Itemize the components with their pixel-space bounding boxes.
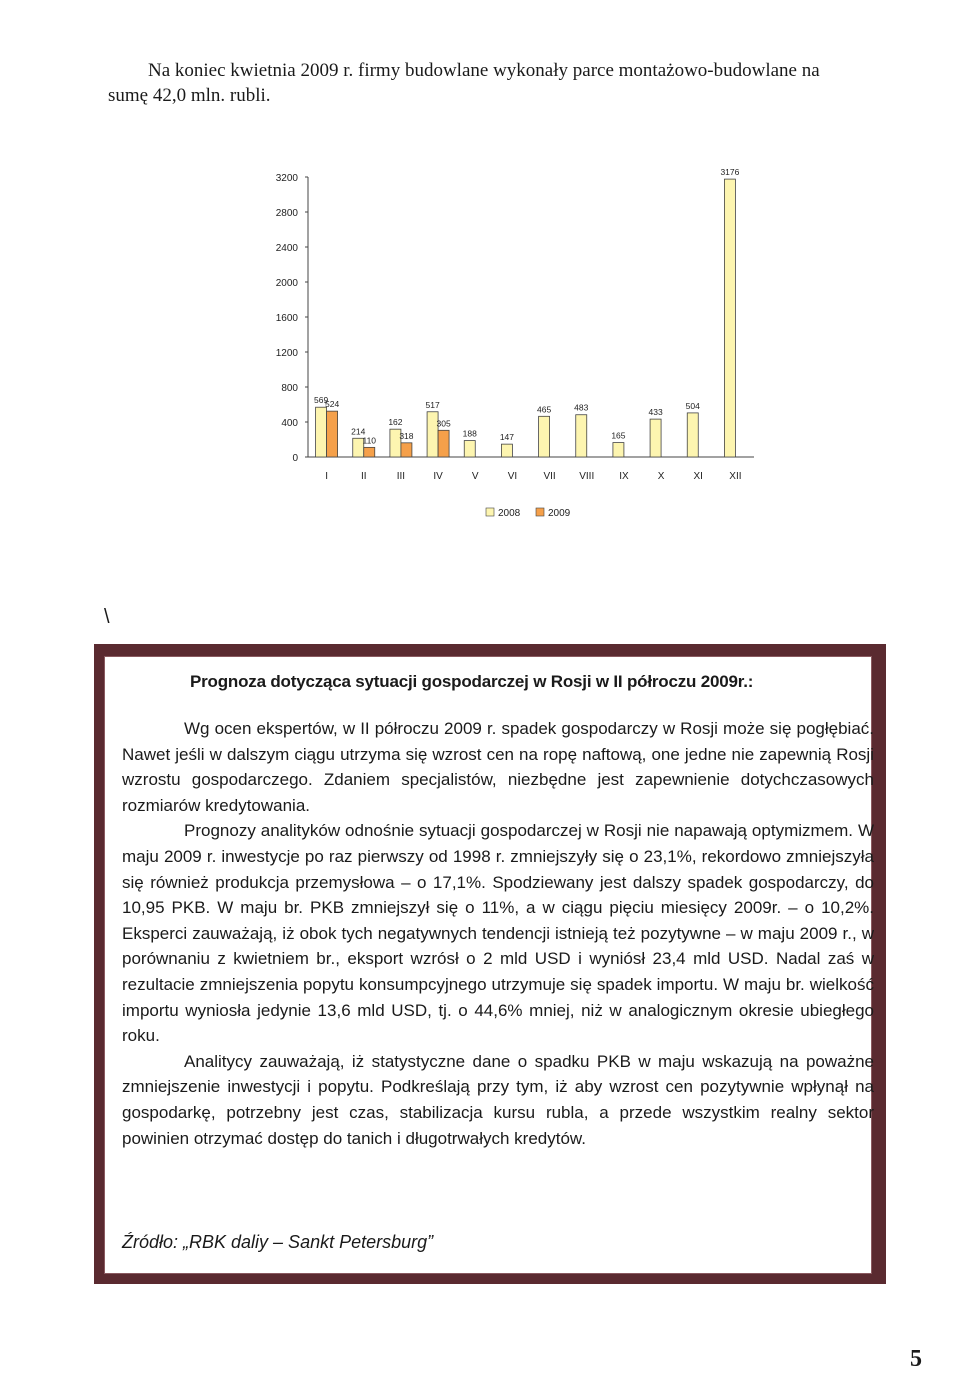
x-tick-label: IX — [619, 471, 629, 482]
y-tick-label: 2800 — [275, 208, 298, 219]
data-label: 318 — [399, 430, 414, 441]
data-label: 465 — [536, 404, 552, 415]
data-label: 483 — [574, 402, 589, 413]
x-tick-label: IV — [433, 471, 443, 482]
paragraph-2: Prognozy analityków odnośnie sytuacji gospodarczej w Rosji nie napawają optymizmem. W maju 2009 r. inwestycje po raz pierwszy od 1998 r. zmniejszyły się o 23,1%, rekordowo zmniejszyła się również produkcja przemysłowa – o 17,1%. Spodziewany jest dalszy spadek gospodarczy, do 10,95 PKB. W maju br. PKB zmniejszył się o 11%, a w ciągu pięciu miesięcy 2009r. – o 10,2%. Eksperci zauważają, iż obok tych negatywnych tendencji istnieją też pozytywne – w maju 2009 r., w porównaniu z kwietniem br., eksport wzrósł o 2 mld USD i wyniósł 23,4 mld USD. Nadal zaś w rezultacie zmniejszenia popytu konsumpcyjnego utrzymuje się spadek importu. W maju br. wielkość importu wyniosła jedynie 13,6 mld USD, tj. o 44,6% mniej, niż w analogicznym okresie ubiegłego roku. — [122, 821, 874, 1046]
data-label: 162 — [388, 417, 403, 428]
y-tick-label: 800 — [281, 383, 298, 394]
forecast-title: Prognoza dotycząca sytuacji gospodarczej w Rosji w II półroczu 2009r.: — [190, 672, 754, 691]
bar-2008-V — [464, 441, 475, 457]
x-tick-label: XI — [693, 471, 703, 482]
y-tick-label: 3200 — [275, 173, 298, 184]
forecast-text — [122, 716, 874, 1151]
x-tick-label: I — [325, 471, 328, 482]
x-tick-label: II — [360, 471, 367, 482]
data-label: 504 — [685, 400, 700, 411]
x-tick-label: VI — [507, 471, 518, 482]
bar-2008-VIII — [576, 415, 587, 457]
x-tick-label: VII — [543, 471, 556, 482]
y-tick-label: 1600 — [275, 313, 298, 324]
x-tick-label: III — [396, 471, 406, 482]
data-label: 188 — [462, 428, 477, 439]
source-note: Źródło: „RBK daliy – Sankt Petersburg” — [122, 1232, 434, 1252]
data-label: 110 — [362, 435, 377, 446]
x-tick-label: V — [471, 471, 479, 482]
data-label: 214 — [351, 426, 366, 437]
data-label: 165 — [611, 430, 626, 441]
bar-2008-X — [650, 419, 661, 457]
page-number: 5 — [910, 1346, 922, 1372]
bar-2008-IX — [613, 443, 624, 457]
bar-2009-I — [327, 411, 338, 457]
bar-2008-XI — [687, 413, 698, 457]
data-label: 433 — [648, 407, 663, 418]
bar-2008-XII — [724, 179, 735, 457]
bar-2009-IV — [438, 430, 449, 457]
x-tick-label: X — [657, 471, 665, 482]
bar-2008-VI — [501, 444, 512, 457]
data-label: 569 — [313, 395, 329, 406]
bar-2009-II — [364, 447, 375, 457]
legend-label-2009: 2009 — [548, 508, 571, 519]
x-tick-label: VIII — [579, 471, 595, 482]
legend-swatch-2009 — [536, 508, 544, 516]
stray-backslash: \ — [104, 606, 110, 628]
intro-paragraph — [108, 58, 870, 108]
bar-2008-I — [316, 407, 327, 457]
x-tick-label: XII — [729, 471, 742, 482]
intro-line-1: Na koniec kwietnia 2009 r. firmy budowlane wykonały parce montażowo-budowlane na — [148, 60, 820, 81]
monthly-bar-chart — [262, 152, 762, 532]
data-label: 3176 — [720, 167, 740, 178]
intro-line-2: sumę 42,0 mln. rubli. — [108, 85, 271, 106]
y-tick-label: 400 — [281, 418, 298, 429]
legend-swatch-2008 — [486, 508, 494, 516]
data-label: 147 — [499, 432, 515, 443]
y-tick-label: 2400 — [275, 243, 298, 254]
paragraph-1: Wg ocen ekspertów, w II półroczu 2009 r. spadek gospodarczy w Rosji może się pogłębiać. Nawet jeśli w dalszym ciągu utrzyma się wzrost cen na ropę naftową, one jedne nie zapewnią Rosji wzrostu gospodarczego. Zdaniem specjalistów, niezbędne jest zapewnienie dotychczasowych rozmiarów kredytowania. — [122, 719, 874, 815]
paragraph-3: Analitycy zauważają, iż statystyczne dane o spadku PKB w maju wskazują na poważne zmniejszenie inwestycji i popytu. Podkreślają przy tym, iż aby wzrost cen pozytywnie wpłynął na gospodarkę, potrzebny jest czas, stabilizacja kursu rubla, a przede wszystkim realny sektor powinien otrzymać dostęp do tanich i długotrwałych kredytów. — [122, 1051, 874, 1148]
legend-label-2008: 2008 — [498, 508, 521, 519]
y-tick-label: 1200 — [275, 348, 298, 359]
y-tick-label: 0 — [292, 453, 298, 464]
data-label: 305 — [436, 418, 451, 429]
bar-2009-III — [401, 443, 412, 457]
data-label: 517 — [425, 399, 440, 410]
bar-2008-VII — [539, 416, 550, 457]
data-label: 524 — [324, 399, 340, 410]
y-tick-label: 2000 — [275, 278, 298, 289]
